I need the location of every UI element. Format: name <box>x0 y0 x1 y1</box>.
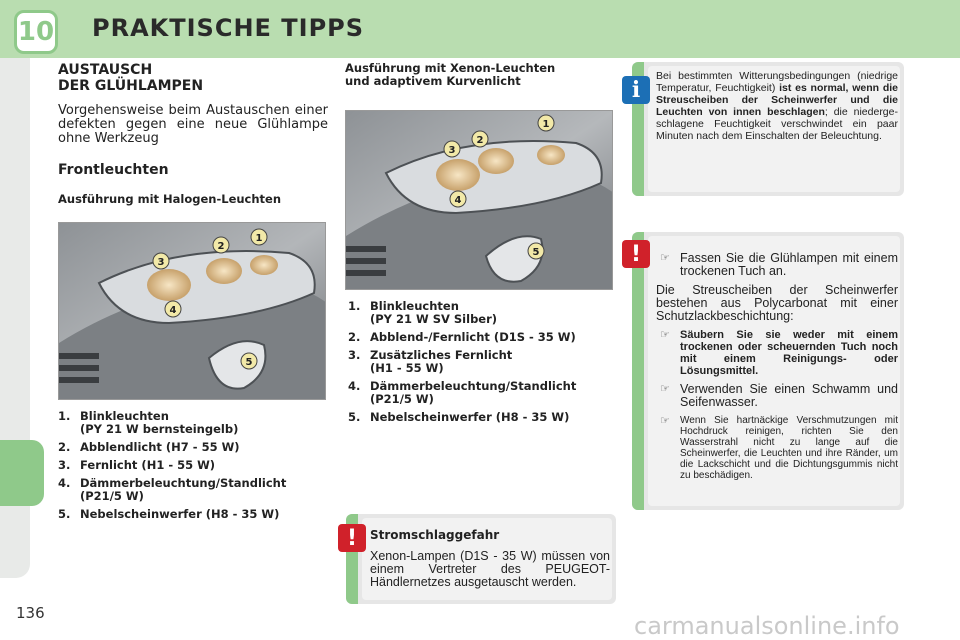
xenon-headlight-photo <box>345 110 613 290</box>
photo-label-4: 4 <box>454 195 462 206</box>
halogen-headlight-photo <box>58 222 326 400</box>
warning-bullet: ☞ Säubern Sie sie weder mit einem trockenen oder scheuernden Tuch noch mit einem Reinigungs- oder Lösungsmittel. <box>656 329 898 377</box>
list-item: 3. Zusätzliches Fernlicht (H1 - 55 W) <box>348 348 513 375</box>
warning-paragraph: Die Streuscheiben der Scheinwerfer bestehen aus Polycarbonat mit einer Schutzlackbeschichtung: <box>656 283 898 323</box>
list-item: 1. Blinkleuchten (PY 21 W bernsteingelb) <box>58 409 239 436</box>
left-column <box>58 62 328 206</box>
warning-icon: ! <box>622 240 650 268</box>
pointing-hand-icon: ☞ <box>660 415 670 427</box>
pointing-hand-icon: ☞ <box>660 383 670 395</box>
photo-label-3: 3 <box>448 145 456 156</box>
electric-shock-title: Stromschlaggefahr <box>370 528 500 542</box>
watermark: carmanualsonline.info <box>634 612 900 640</box>
photo-label-3: 3 <box>157 257 165 268</box>
warning-bullet: ☞ Verwenden Sie einen Schwamm und Seifenwasser. <box>656 383 898 409</box>
list-item: 1. Blinkleuchten (PY 21 W SV Silber) <box>348 299 498 326</box>
electric-shock-body: Xenon-Lampen (D1S - 35 W) müssen von einem Vertreter des PEUGEOT-Händlernetzes ausgetauscht werden. <box>370 549 610 589</box>
electric-shock-text <box>370 528 610 589</box>
list-item: 2. Abblend-/Fernlicht (D1S - 35 W) <box>348 330 576 344</box>
list-item: 5. Nebelscheinwerfer (H8 - 35 W) <box>348 410 570 424</box>
chapter-badge: 10 <box>14 10 58 54</box>
list-item: 4. Dämmerbeleuchtung/Standlicht (P21/5 W) <box>348 379 577 406</box>
photo-label-5: 5 <box>532 247 540 258</box>
photo-label-5: 5 <box>245 357 253 368</box>
page-number: 136 <box>16 604 45 622</box>
list-item: 4. Dämmerbeleuchtung/Standlicht (P21/5 W) <box>58 476 287 503</box>
list-item: 2. Abblendlicht (H7 - 55 W) <box>58 440 240 454</box>
info-text: Bei bestimmten Witterungsbedingungen (niedrige Temperatur, Feuchtigkeit) ist es normal, wenn die Streuscheiben der Scheinwerfer und die Leuchten von innen beschlagen; die niederge-schlagene Feuchtigkeit verschwindet ein paar Minuten nach dem Einschalten der Beleuchtung. <box>656 70 899 142</box>
photo-label-2: 2 <box>476 135 484 146</box>
pointing-hand-icon: ☞ <box>660 329 670 341</box>
section-title: AUSTAUSCH DER GLÜHLAMPEN <box>58 62 204 94</box>
chapter-tab[interactable] <box>0 440 44 506</box>
photo-label-4: 4 <box>169 305 177 316</box>
halogen-bulb-list <box>58 410 338 526</box>
warning-text <box>656 252 898 481</box>
intro-text: Vorgehensweise beim Austauschen einer defekten gegen eine neue Glühlampe ohne Werkzeug <box>58 103 328 146</box>
warning-bullet: ☞ Fassen Sie die Glühlampen mit einem trockenen Tuch an. <box>656 252 898 278</box>
info-icon: i <box>622 76 650 104</box>
pointing-hand-icon: ☞ <box>660 252 670 264</box>
photo-label-1: 1 <box>542 119 550 130</box>
subtitle-frontleuchten: Frontleuchten <box>58 162 169 178</box>
warning-bullet: ☞ Wenn Sie hartnäckige Verschmutzungen mit Hochdruck reinigen, richten Sie den Wasserstrahl nicht zu lange auf die Scheinwerfer, die Leuchten und ihre Ränder, um die Lackschicht und die Dichtungsgummis nicht zu beschädigen. <box>656 415 898 481</box>
variant-title-halogen: Ausführung mit Halogen-Leuchten <box>58 192 282 206</box>
photo-label-2: 2 <box>217 241 225 252</box>
xenon-bulb-list <box>348 300 618 429</box>
list-item: 3. Fernlicht (H1 - 55 W) <box>58 458 216 472</box>
photo-label-1: 1 <box>255 233 263 244</box>
list-item: 5. Nebelscheinwerfer (H8 - 35 W) <box>58 507 280 521</box>
warning-icon: ! <box>338 524 366 552</box>
variant-title-xenon: Ausführung mit Xenon-Leuchten und adaptivem Kurvenlicht <box>345 61 556 88</box>
page-title: PRAKTISCHE TIPPS <box>92 14 365 42</box>
